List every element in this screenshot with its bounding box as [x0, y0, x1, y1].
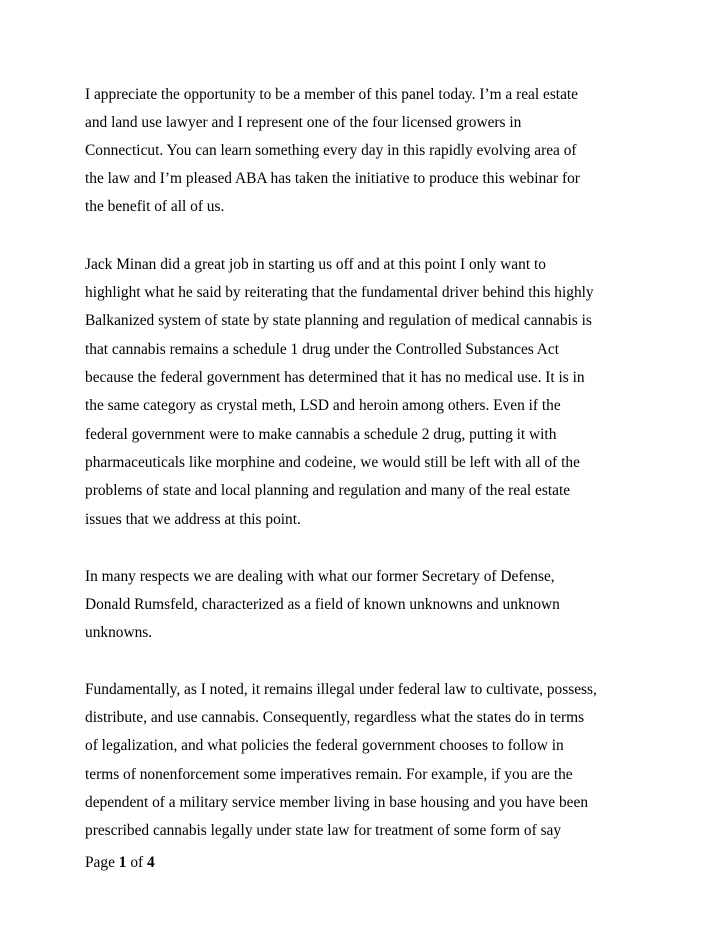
paragraph-2-line-10: issues that we address at this point. — [85, 511, 301, 528]
paragraph-4-line-1: Fundamentally, as I noted, it remains illegal under federal law to cultivate, possess, — [85, 681, 597, 698]
paragraph-2-line-5: because the federal government has determined that it has no medical use. It is in — [85, 369, 585, 386]
paragraph-2-line-8: pharmaceuticals like morphine and codeine, we would still be left with all of the — [85, 454, 580, 471]
paragraph-2-line-2: highlight what he said by reiterating that the fundamental driver behind this highly — [85, 284, 594, 301]
paragraph-4-line-3: of legalization, and what policies the federal government chooses to follow in — [85, 737, 564, 754]
paragraph-1-line-5: the benefit of all of us. — [85, 198, 225, 215]
paragraph-1-line-4: the law and I’m pleased ABA has taken the initiative to produce this webinar for — [85, 170, 580, 187]
paragraph-2-line-9: problems of state and local planning and regulation and many of the real estate — [85, 482, 571, 499]
paragraph-2-line-6: the same category as crystal meth, LSD and heroin among others. Even if the — [85, 397, 561, 414]
paragraph-3-line-3: unknowns. — [85, 624, 153, 641]
paragraph-4-line-4: terms of nonenforcement some imperatives remain. For example, if you are the — [85, 766, 573, 783]
paragraph-4-line-2: distribute, and use cannabis. Consequently, regardless what the states do in terms — [85, 709, 585, 726]
page-label: Page — [85, 854, 115, 871]
page-number: 1 — [118, 854, 127, 871]
paragraph-2-line-1: Jack Minan did a great job in starting us off and at this point I only want to — [85, 256, 546, 273]
paragraph-3-line-2: Donald Rumsfeld, characterized as a field of known unknowns and unknown — [85, 596, 560, 613]
paragraph-2-line-3: Balkanized system of state by state planning and regulation of medical cannabis is — [85, 312, 592, 329]
page-total: 4 — [147, 854, 155, 871]
paragraph-4-line-6: prescribed cannabis legally under state law for treatment of some form of say — [85, 822, 562, 839]
paragraph-1-line-2: and land use lawyer and I represent one of the four licensed growers in — [85, 114, 522, 131]
paragraph-2-line-4: that cannabis remains a schedule 1 drug under the Controlled Substances Act — [85, 341, 559, 358]
paragraph-2-line-7: federal government were to make cannabis a schedule 2 drug, putting it with — [85, 426, 557, 443]
paragraph-1-line-1: I appreciate the opportunity to be a member of this panel today. I’m a real estate — [85, 86, 579, 103]
paragraph-1-line-3: Connecticut. You can learn something every day in this rapidly evolving area of — [85, 142, 577, 159]
paragraph-3-line-1: In many respects we are dealing with what our former Secretary of Defense, — [85, 568, 555, 585]
page-footer — [85, 854, 155, 872]
paragraph-4-line-5: dependent of a military service member living in base housing and you have been — [85, 794, 589, 811]
of-label: of — [130, 854, 144, 871]
